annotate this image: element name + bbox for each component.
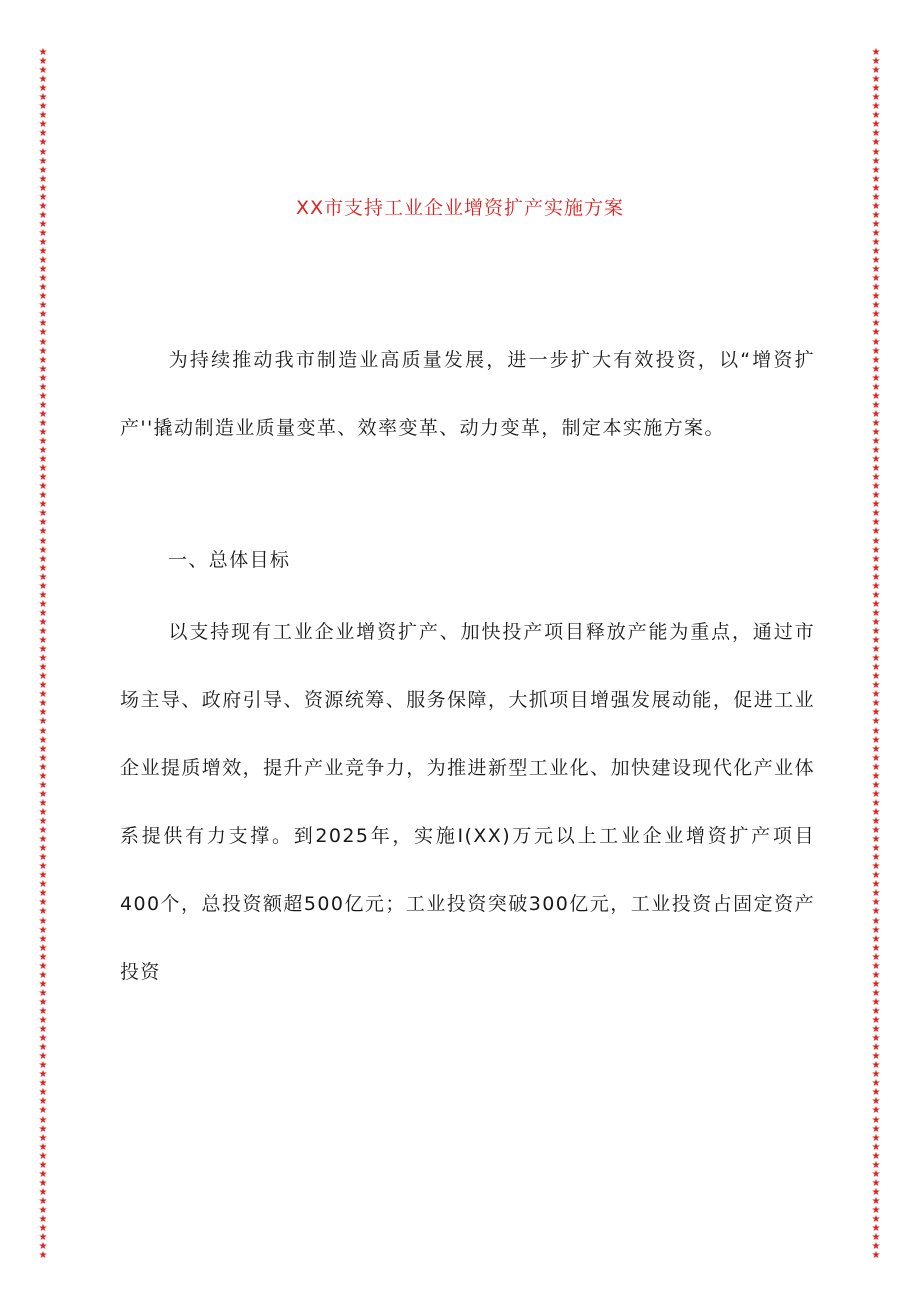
document-title: XX市支持工业企业增资扩产实施方案 bbox=[295, 197, 625, 219]
section-body-paragraph bbox=[120, 598, 815, 1006]
intro-paragraph bbox=[120, 326, 815, 462]
right-star-border: ★ ★ ★ ★ ★ ★ ★ ★ ★ ★ ★ ★ ★ ★ ★ ★ ★ ★ ★ ★ ★ ★ ★ ★ ★ ★ ★ ★ ★ ★ ★ ★ ★ ★ ★ ★ ★ ★ ★ ★ ★ ★ ★ ★ ★ ★ ★ ★ ★ ★ ★ ★ ★ ★ ★ ★ ★ ★ ★ ★ ★ ★ ★ ★ ★ ★ ★ ★ ★ ★ ★ ★ ★ ★ ★ ★ ★ ★ ★ ★ ★ ★ ★ ★ ★ ★ ★ ★ ★ ★ ★ ★ ★ ★ ★ ★ ★ ★ ★ ★ ★ ★ ★ ★ ★ ★ ★ ★ ★ ★ ★ ★ ★ ★ ★ ★ ★ ★ ★ ★ ★ ★ ★ ★ ★ ★ ★ ★ ★ ★ ★ ★ ★ ★ bbox=[871, 47, 881, 1262]
intro-text: 为持续推动我市制造业高质量发展，进一步扩大有效投资，以“增资扩产''撬动制造业质量变革、效率变革、动力变革，制定本实施方案。 bbox=[120, 349, 815, 439]
section-heading-overall-goal: 一、总体目标 bbox=[168, 549, 291, 571]
left-star-border: ★ ★ ★ ★ ★ ★ ★ ★ ★ ★ ★ ★ ★ ★ ★ ★ ★ ★ ★ ★ ★ ★ ★ ★ ★ ★ ★ ★ ★ ★ ★ ★ ★ ★ ★ ★ ★ ★ ★ ★ ★ ★ ★ ★ ★ ★ ★ ★ ★ ★ ★ ★ ★ ★ ★ ★ ★ ★ ★ ★ ★ ★ ★ ★ ★ ★ ★ ★ ★ ★ ★ ★ ★ ★ ★ ★ ★ ★ ★ ★ ★ ★ ★ ★ ★ ★ ★ ★ ★ ★ ★ ★ ★ ★ ★ ★ ★ ★ ★ ★ ★ ★ ★ ★ ★ ★ ★ ★ ★ ★ ★ ★ ★ ★ ★ ★ ★ ★ ★ ★ ★ ★ ★ ★ ★ ★ ★ ★ ★ ★ ★ ★ ★ ★ bbox=[38, 47, 48, 1262]
section-body-text: 以支持现有工业企业增资扩产、加快投产项目释放产能为重点，通过市场主导、政府引导、资源统筹、服务保障，大抓项目增强发展动能，促进工业企业提质增效，提升产业竞争力，为推进新型工业化、加快建设现代化产业体系提供有力支撑。到2025年，实施I(XX)万元以上工业企业增资扩产项目400个，总投资额超500亿元；工业投资突破300亿元，工业投资占固定资产投资 bbox=[120, 621, 815, 983]
